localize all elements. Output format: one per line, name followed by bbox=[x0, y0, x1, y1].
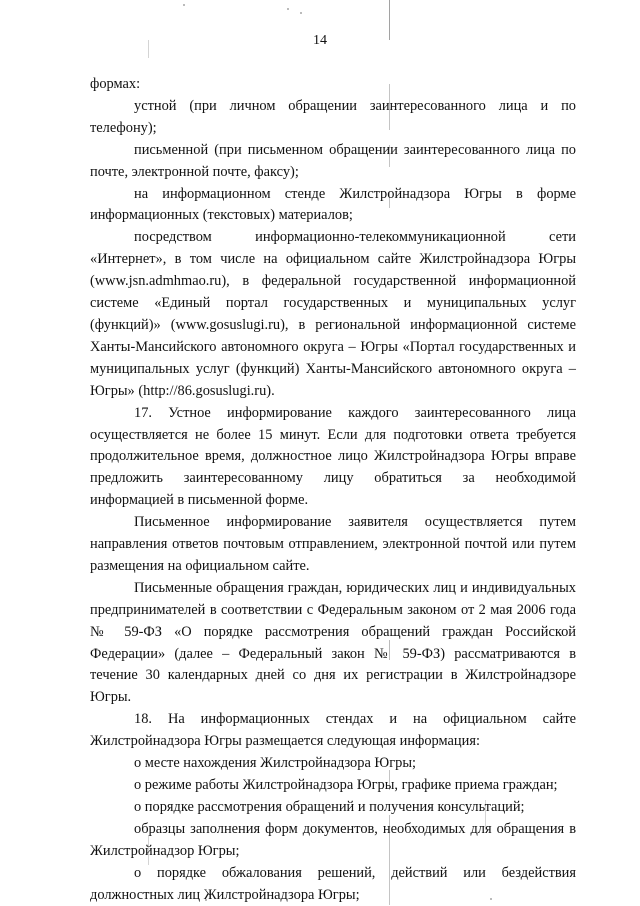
paragraph: о месте нахождения Жилстройнадзора Югры; bbox=[134, 755, 416, 772]
document-body bbox=[90, 74, 576, 906]
paragraph: Письменные обращения граждан, юридических лиц и индивидуальных предпринимателей в соответствии с Федеральным законом от 2 мая 2006 года № 59-ФЗ «О порядке рассмотрения обращений граждан Российской Федерации» (далее – Федеральный закон № 59-ФЗ) рассматриваются в течение 30 календарных дней со дня их регистрации в Жилстройнадзоре Югры. bbox=[90, 579, 576, 706]
page-number: 14 bbox=[313, 33, 327, 48]
paragraph: образцы заполнения форм документов, необходимых для обращения в Жилстройнадзор Югры; bbox=[90, 820, 576, 859]
scan-artifact-line bbox=[148, 40, 149, 58]
scan-artifact-dot bbox=[183, 4, 185, 6]
scan-artifact-dot bbox=[287, 8, 289, 10]
paragraph: на информационном стенде Жилстройнадзора Югры в форме информационных (текстовых) материалов; bbox=[90, 185, 576, 224]
paragraph: Письменное информирование заявителя осуществляется путем направления ответов почтовым отправлением, электронной почтой или путем размещения на официальном сайте. bbox=[90, 514, 576, 574]
paragraph: 18. На информационных стендах и на официальном сайте Жилстройнадзора Югры размещается следующая информация: bbox=[90, 711, 576, 750]
paragraph: формах: bbox=[90, 76, 141, 92]
paragraph: посредством информационно-телекоммуникационной сети «Интернет», в том числе на официальном сайте Жилстройнадзора Югры (www.jsn.admhmao.ru), в федеральной государственной информационной системе «Единый портал государственных и муниципальных услуг (функций)» (www.gosuslugi.ru), в региональной информационной системе Ханты-Мансийского автономного округа – Югры «Портал государственных и муниципальных услуг (функций) Ханты-Мансийского автономного округа – Югры» (http://86.gosuslugi.ru). bbox=[90, 229, 576, 399]
paragraph: 17. Устное информирование каждого заинтересованного лица осуществляется не более 15 минут. Если для подготовки ответа требуется продолжительное время, должностное лицо Жилстройнадзора Югры вправе предложить заинтересованному лицу обратиться за необходимой информацией в письменной форме. bbox=[90, 404, 576, 509]
paragraph: о порядке рассмотрения обращений и получения консультаций; bbox=[134, 798, 525, 815]
paragraph: о порядке обжалования решений, действий или бездействия должностных лиц Жилстройнадзора Югры; bbox=[90, 864, 576, 903]
paragraph: устной (при личном обращении заинтересованного лица и по телефону); bbox=[90, 97, 576, 136]
scan-artifact-dot bbox=[300, 12, 302, 14]
paragraph: о режиме работы Жилстройнадзора Югры, графике приема граждан; bbox=[134, 777, 558, 793]
paragraph: письменной (при письменном обращении заинтересованного лица по почте, электронной почте, факсу); bbox=[90, 141, 576, 180]
scan-artifact-line bbox=[389, 0, 390, 40]
